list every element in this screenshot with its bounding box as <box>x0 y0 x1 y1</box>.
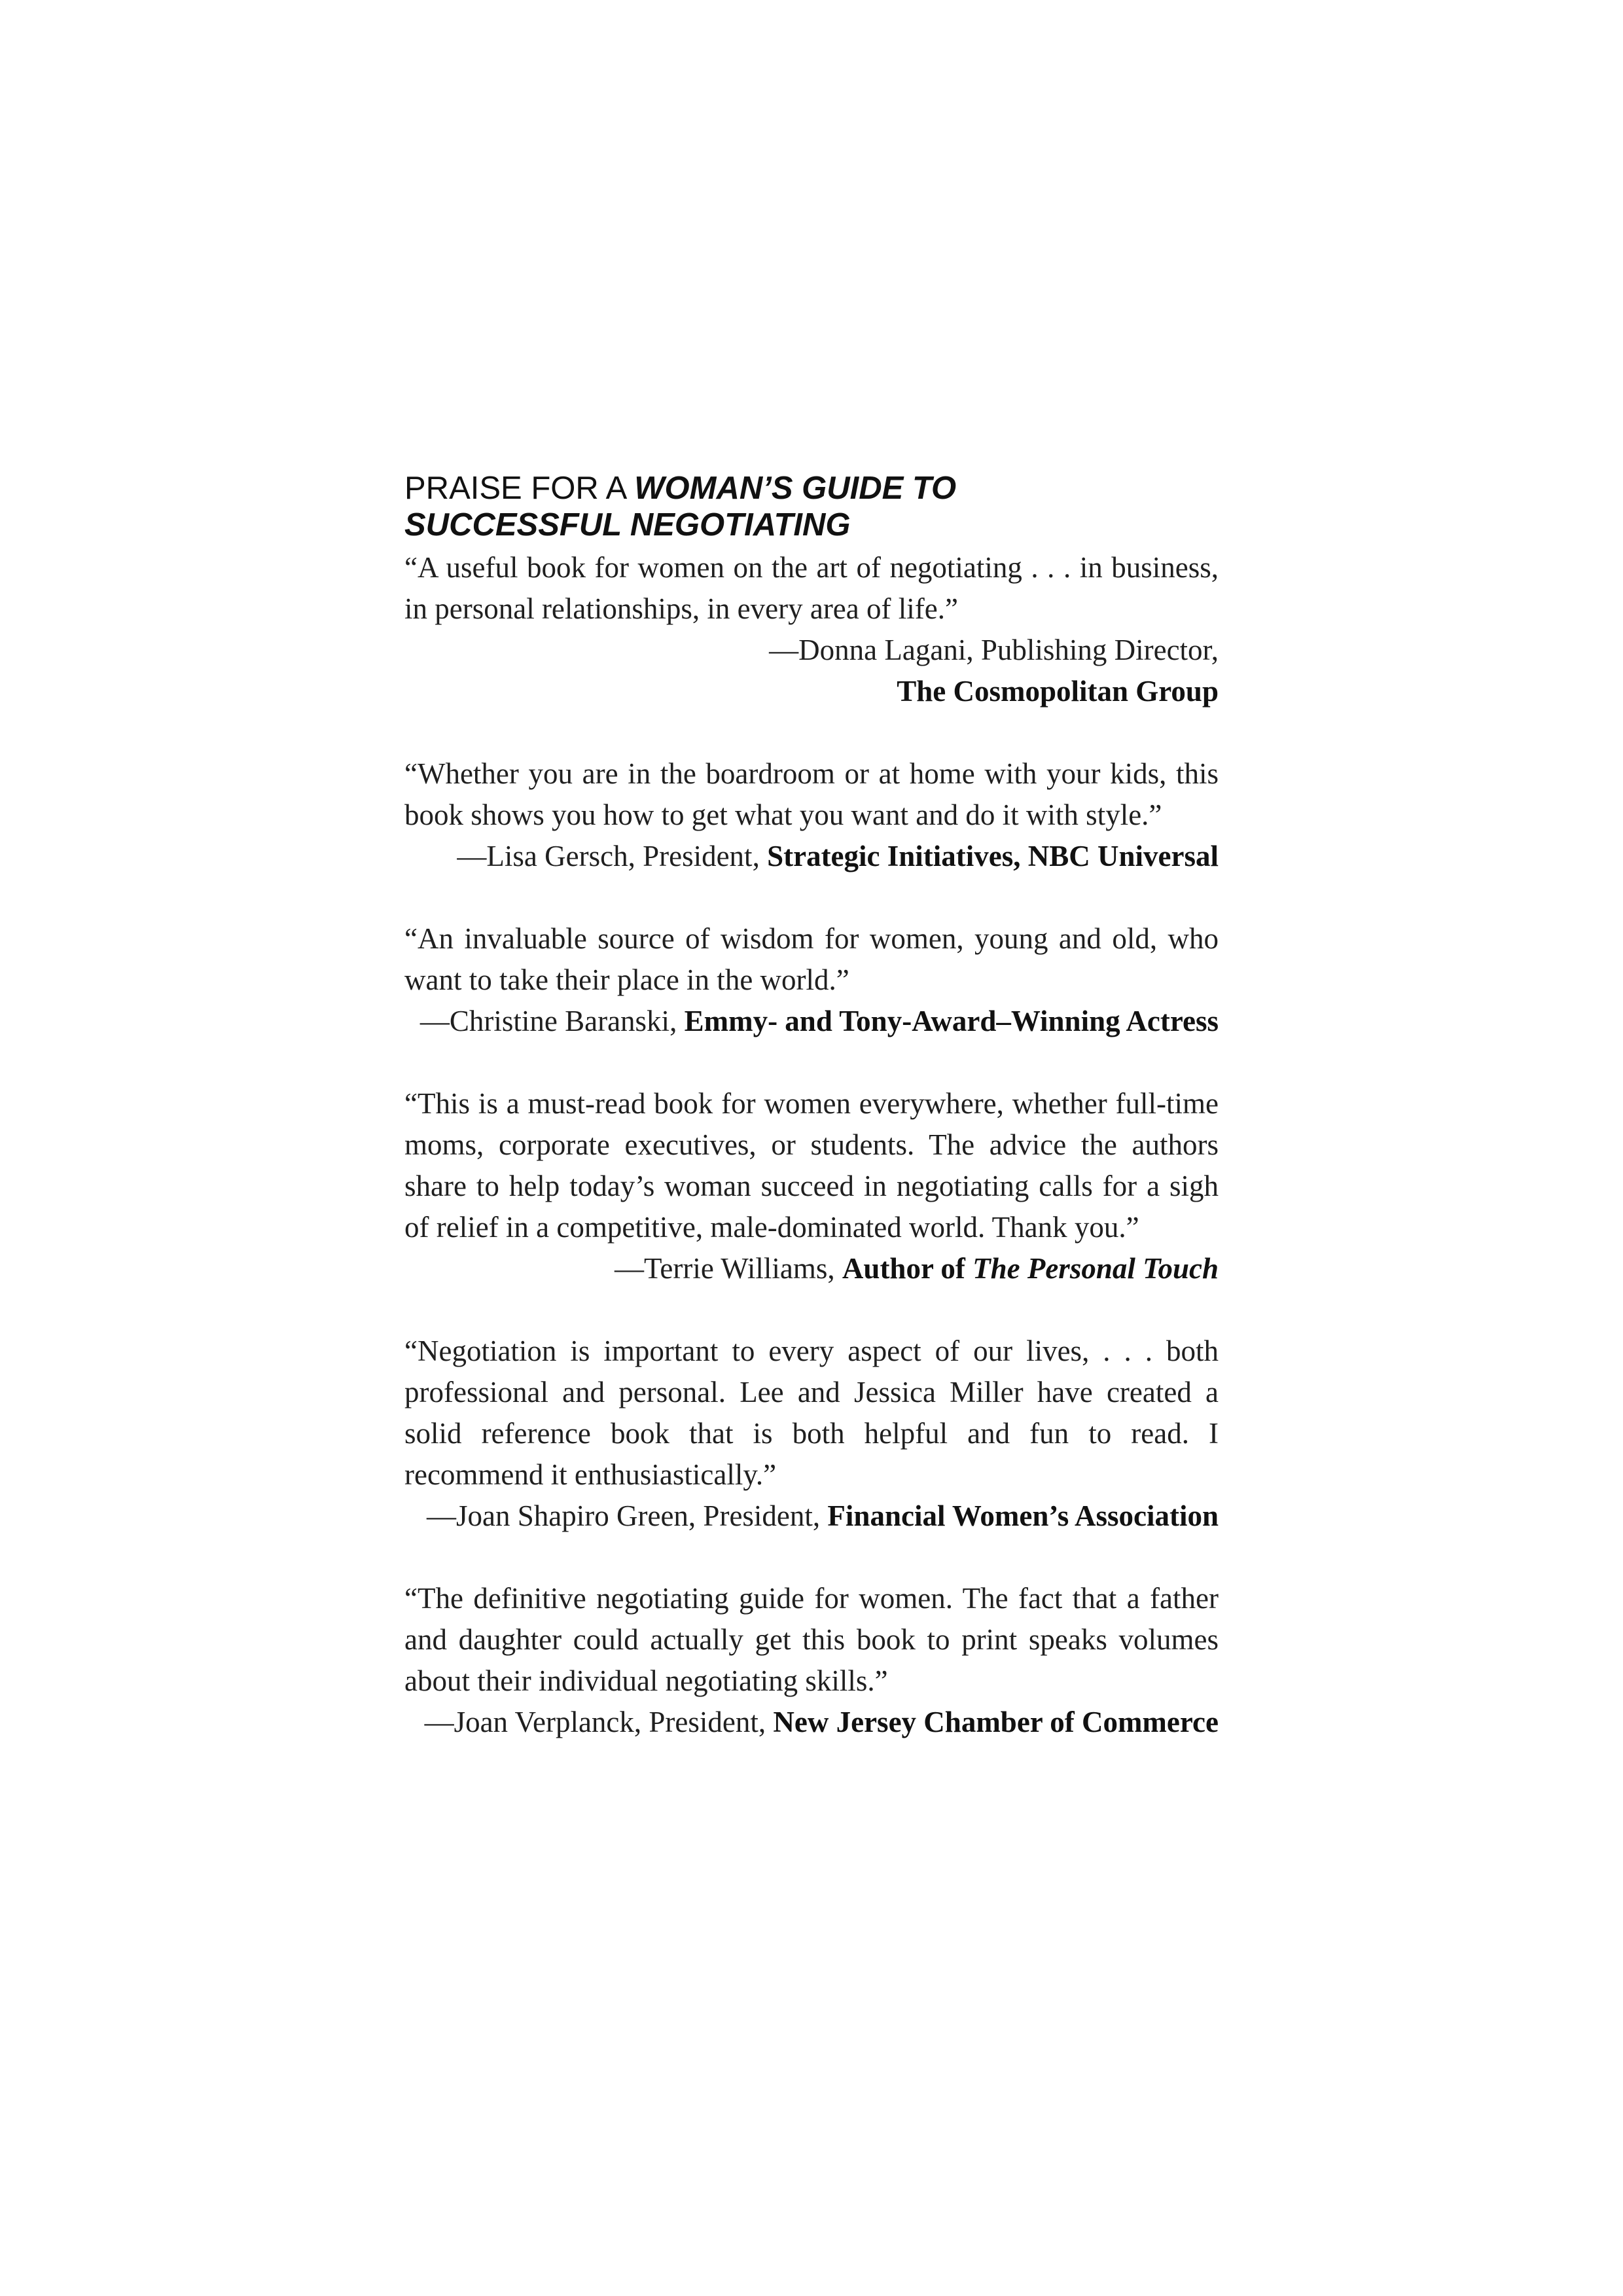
testimonial-2 <box>404 753 1219 877</box>
attribution-person: —Joan Verplanck, President, <box>424 1706 774 1738</box>
testimonial-3 <box>404 918 1219 1042</box>
attribution-person: —Christine Baranski, <box>419 1005 685 1037</box>
attribution-person: —Joan Shapiro Green, President, <box>427 1499 828 1532</box>
testimonial-quote: “Whether you are in the boardroom or at home with your kids, this book shows you how to get what you want and do it with style.” <box>404 757 1219 831</box>
testimonial-attribution <box>404 1496 1219 1537</box>
book-title-line-2: SUCCESSFUL NEGOTIATING <box>404 507 851 543</box>
testimonial-quote: “A useful book for women on the art of negotiating . . . in business, in personal relationships, in every area of life.” <box>404 551 1219 625</box>
title-prefix: PRAISE FOR A <box>404 471 635 506</box>
attribution-org: The Cosmopolitan Group <box>897 675 1219 708</box>
testimonial-attribution-org <box>404 671 1219 712</box>
testimonial-attribution <box>404 836 1219 877</box>
testimonial-quote: “The definitive negotiating guide for women. The fact that a father and daughter could actually get this book to print speaks volumes about their individual negotiating skills.” <box>404 1582 1219 1697</box>
testimonial-attribution <box>404 1001 1219 1042</box>
book-title-line-1: WOMAN’S GUIDE TO <box>634 471 957 506</box>
testimonial-quote: “Negotiation is important to every aspect of our lives, . . . both professional and personal. Lee and Jessica Miller have created a solid reference book that is both helpful and fun to read. I recommend it enthusiastically.” <box>404 1335 1219 1491</box>
page-title <box>404 470 1219 543</box>
attribution-book-title: The Personal Touch <box>972 1252 1219 1285</box>
attribution-person: —Lisa Gersch, President, <box>457 840 768 872</box>
testimonial-1 <box>404 547 1219 712</box>
praise-section <box>404 470 1219 1784</box>
testimonial-4 <box>404 1083 1219 1289</box>
testimonial-quote: “An invaluable source of wisdom for women, young and old, who want to take their place in the world.” <box>404 922 1219 996</box>
testimonial-6 <box>404 1578 1219 1743</box>
testimonial-attribution: —Donna Lagani, Publishing Director, <box>769 634 1219 666</box>
testimonial-5 <box>404 1331 1219 1537</box>
attribution-org: Strategic Initiatives, NBC Universal <box>767 840 1219 872</box>
attribution-org: Author of <box>842 1252 973 1285</box>
attribution-org: Financial Women’s Association <box>827 1499 1219 1532</box>
testimonial-attribution <box>404 1702 1219 1743</box>
attribution-org: New Jersey Chamber of Commerce <box>773 1706 1219 1738</box>
attribution-org: Emmy- and Tony-Award–Winning Actress <box>684 1005 1219 1037</box>
testimonial-quote: “This is a must-read book for women everywhere, whether full-time moms, corporate executives, or students. The advice the authors share to help today’s woman succeed in negotiating calls for a sigh of relief in a competitive, male-dominated world. Thank you.” <box>404 1087 1219 1244</box>
attribution-person: —Terrie Williams, <box>615 1252 842 1285</box>
testimonial-attribution <box>404 1248 1219 1289</box>
